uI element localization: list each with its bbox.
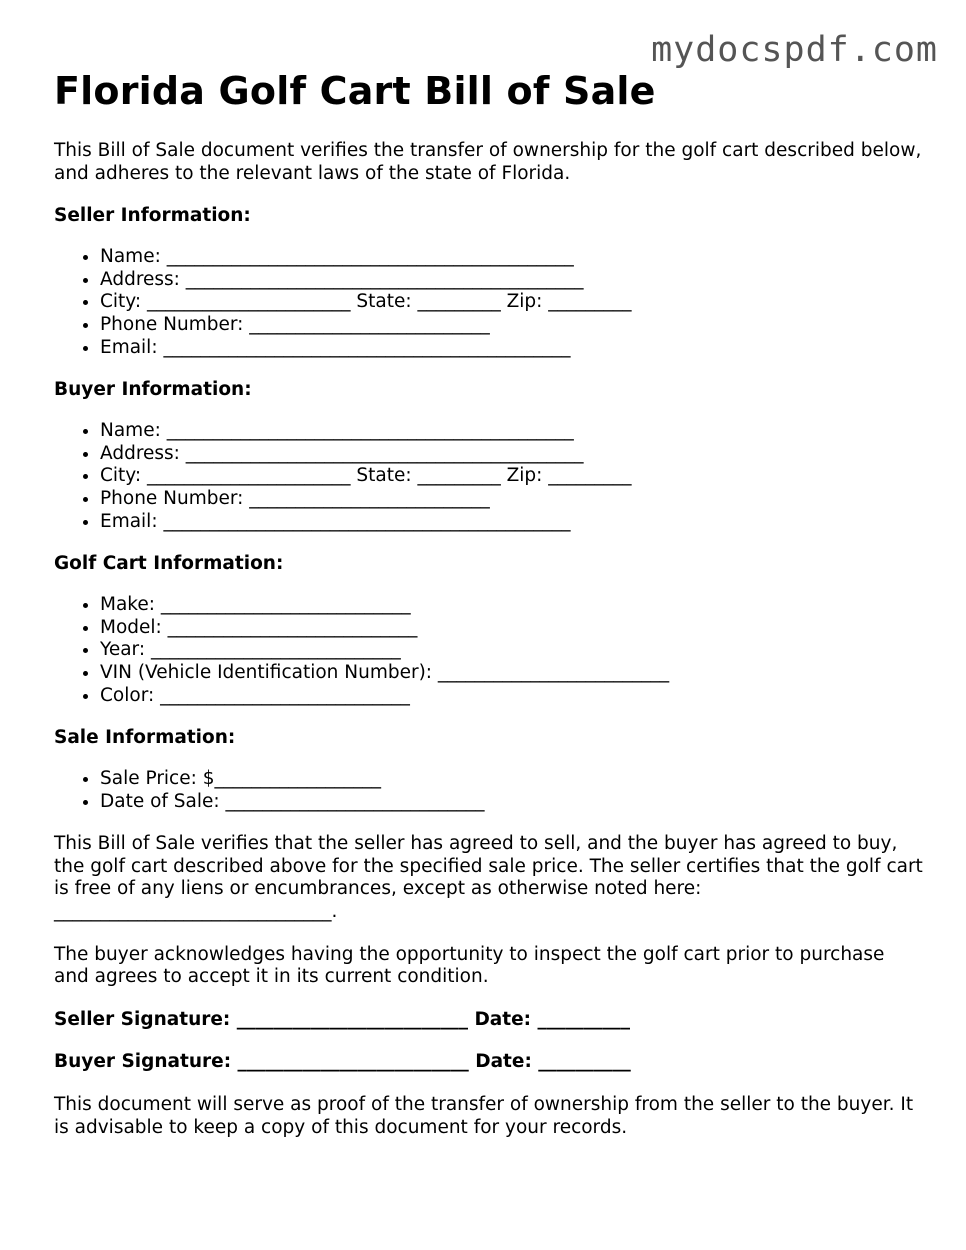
- intro-paragraph: This Bill of Sale document verifies the transfer of ownership for the golf cart described below, and adheres to the relevant laws of the state of Florida.: [54, 140, 922, 184]
- buyer-fields: [54, 420, 924, 533]
- buyer-phone-field[interactable]: • Phone Number: __________________________: [100, 488, 924, 511]
- document-body: [54, 68, 924, 1139]
- page-title: Florida Golf Cart Bill of Sale: [54, 69, 656, 113]
- buyer-signature-line[interactable]: Buyer Signature: _________________________ Date: __________: [54, 1051, 631, 1073]
- seller-heading: Seller Information:: [54, 205, 251, 227]
- seller-address-field[interactable]: • Address: ___________________________________________: [100, 269, 924, 292]
- closing-paragraph: This document will serve as proof of the transfer of ownership from the seller to the buyer. It is advisable to keep a copy of this document for your records.: [54, 1094, 914, 1138]
- seller-name-field[interactable]: • Name: ____________________________________________: [100, 246, 924, 269]
- golf-cart-heading: Golf Cart Information:: [54, 553, 284, 575]
- cart-vin-field[interactable]: • VIN (Vehicle Identification Number): _________________________: [100, 662, 924, 685]
- sale-heading: Sale Information:: [54, 727, 236, 749]
- verification-paragraph: [54, 833, 924, 923]
- verification-text: This Bill of Sale verifies that the seller has agreed to sell, and the buyer has agreed to buy, the golf cart described above for the specified sale price. The seller certifies that the golf cart is free of any liens or encumbrances, except as otherwise noted here:: [54, 833, 923, 900]
- liens-note-field[interactable]: ______________________________.: [54, 901, 338, 923]
- sale-fields: [54, 768, 924, 813]
- cart-color-field[interactable]: • Color: ___________________________: [100, 685, 924, 708]
- seller-signature-line[interactable]: Seller Signature: _________________________ Date: __________: [54, 1008, 631, 1030]
- watermark: mydocspdf.com: [651, 30, 938, 70]
- sale-price-field[interactable]: • Sale Price: $__________________: [100, 768, 924, 791]
- golf-cart-fields: [54, 594, 924, 707]
- seller-fields: [54, 246, 924, 359]
- seller-email-field[interactable]: • Email: ____________________________________________: [100, 337, 924, 360]
- buyer-name-field[interactable]: • Name: ____________________________________________: [100, 420, 924, 443]
- cart-model-field[interactable]: • Model: ___________________________: [100, 617, 924, 640]
- cart-year-field[interactable]: • Year: ___________________________: [100, 639, 924, 662]
- buyer-city-state-zip-field[interactable]: • City: ______________________ State: _________ Zip: _________: [100, 465, 924, 488]
- seller-city-state-zip-field[interactable]: • City: ______________________ State: _________ Zip: _________: [100, 291, 924, 314]
- sale-date-field[interactable]: • Date of Sale: ____________________________: [100, 791, 924, 814]
- buyer-heading: Buyer Information:: [54, 379, 252, 401]
- cart-make-field[interactable]: • Make: ___________________________: [100, 594, 924, 617]
- buyer-address-field[interactable]: • Address: ___________________________________________: [100, 443, 924, 466]
- acknowledgement-paragraph: The buyer acknowledges having the opportunity to inspect the golf cart prior to purchase and agrees to accept it in its current condition.: [54, 943, 885, 988]
- seller-phone-field[interactable]: • Phone Number: __________________________: [100, 314, 924, 337]
- buyer-email-field[interactable]: • Email: ____________________________________________: [100, 511, 924, 534]
